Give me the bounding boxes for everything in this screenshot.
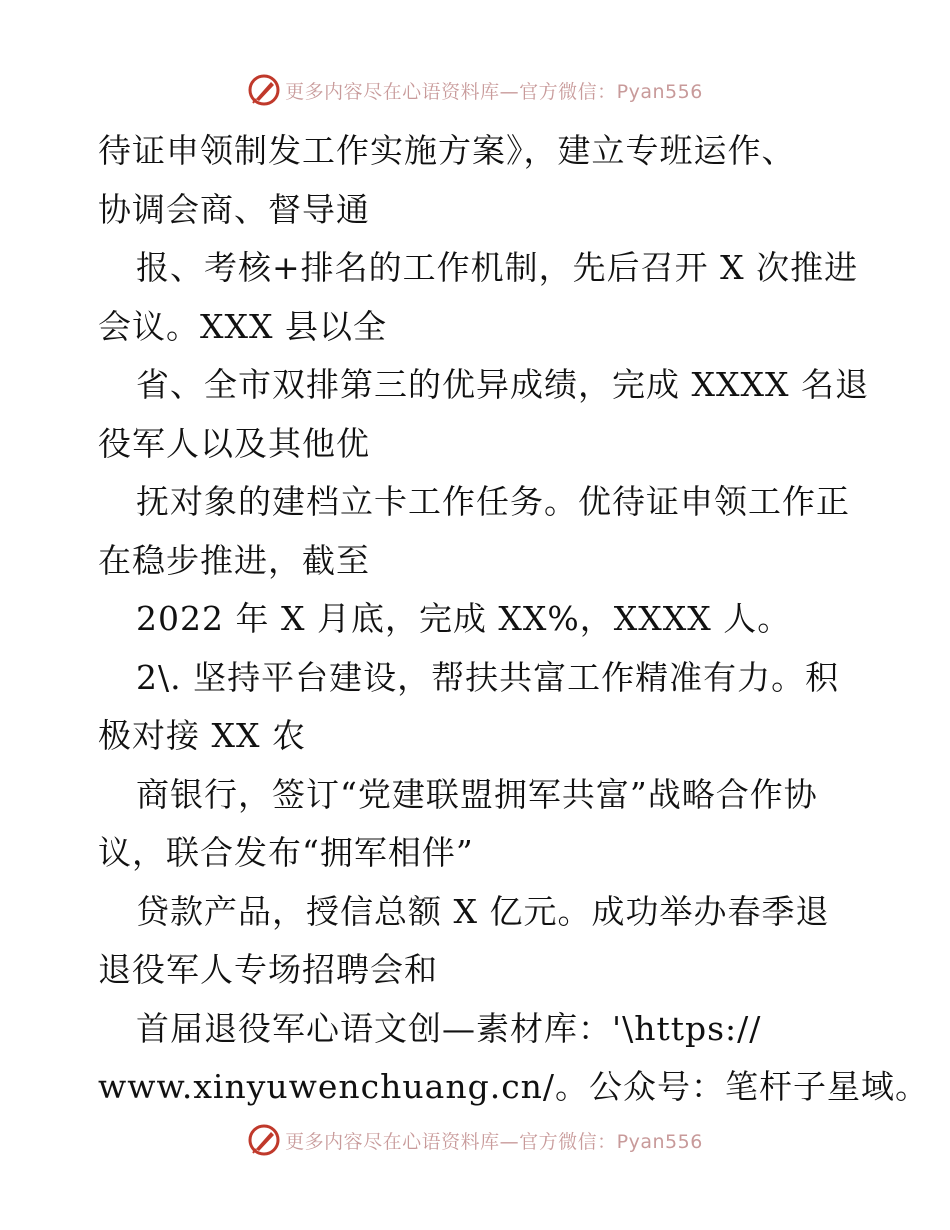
footer-banner — [0, 1120, 950, 1160]
feather-pen-logo-icon — [247, 73, 281, 107]
body-line: 抚对象的建档立卡工作任务。优待证申领工作正 — [136, 482, 850, 521]
header-banner-text: 更多内容尽在心语资料库—官方微信：Pyan556 — [285, 80, 703, 103]
body-line: 省、全市双排第三的优异成绩，完成 XXXX 名退 — [136, 365, 869, 404]
body-line: 议，联合发布“拥军相伴” — [98, 833, 474, 872]
body-line: 2022 年 X 月底，完成 XX%，XXXX 人。 — [136, 599, 792, 638]
document-body — [98, 122, 930, 1117]
body-line: 极对接 XX 农 — [98, 716, 306, 755]
body-line: 退役军人专场招聘会和 — [98, 950, 438, 989]
body-line: 役军人以及其他优 — [98, 423, 370, 463]
body-line: 待证申领制发工作实施方案》，建立专班运作、 — [98, 131, 796, 170]
header-banner — [0, 70, 950, 110]
footer-banner-text: 更多内容尽在心语资料库—官方微信：Pyan556 — [285, 1130, 703, 1153]
body-line: 首届退役军心语文创—素材库：'\https:// — [136, 1008, 762, 1048]
body-line: www.xinyuwenchuang.cn/。公众号：笔杆子星域。 — [98, 1067, 930, 1106]
body-line: 协调会商、督导通 — [98, 189, 370, 229]
body-line: 贷款产品，授信总额 X 亿元。成功举办春季退 — [136, 891, 830, 931]
feather-pen-logo-icon — [247, 1123, 281, 1157]
body-line: 2\. 坚持平台建设，帮扶共富工作精准有力。积 — [136, 657, 840, 697]
body-line: 会议。XXX 县以全 — [98, 306, 387, 346]
body-line: 报、考核+排名的工作机制，先后召开 X 次推进 — [136, 248, 859, 287]
body-line: 在稳步推进，截至 — [98, 540, 370, 580]
body-line: 商银行，签订“党建联盟拥军共富”战略合作协 — [136, 774, 818, 814]
